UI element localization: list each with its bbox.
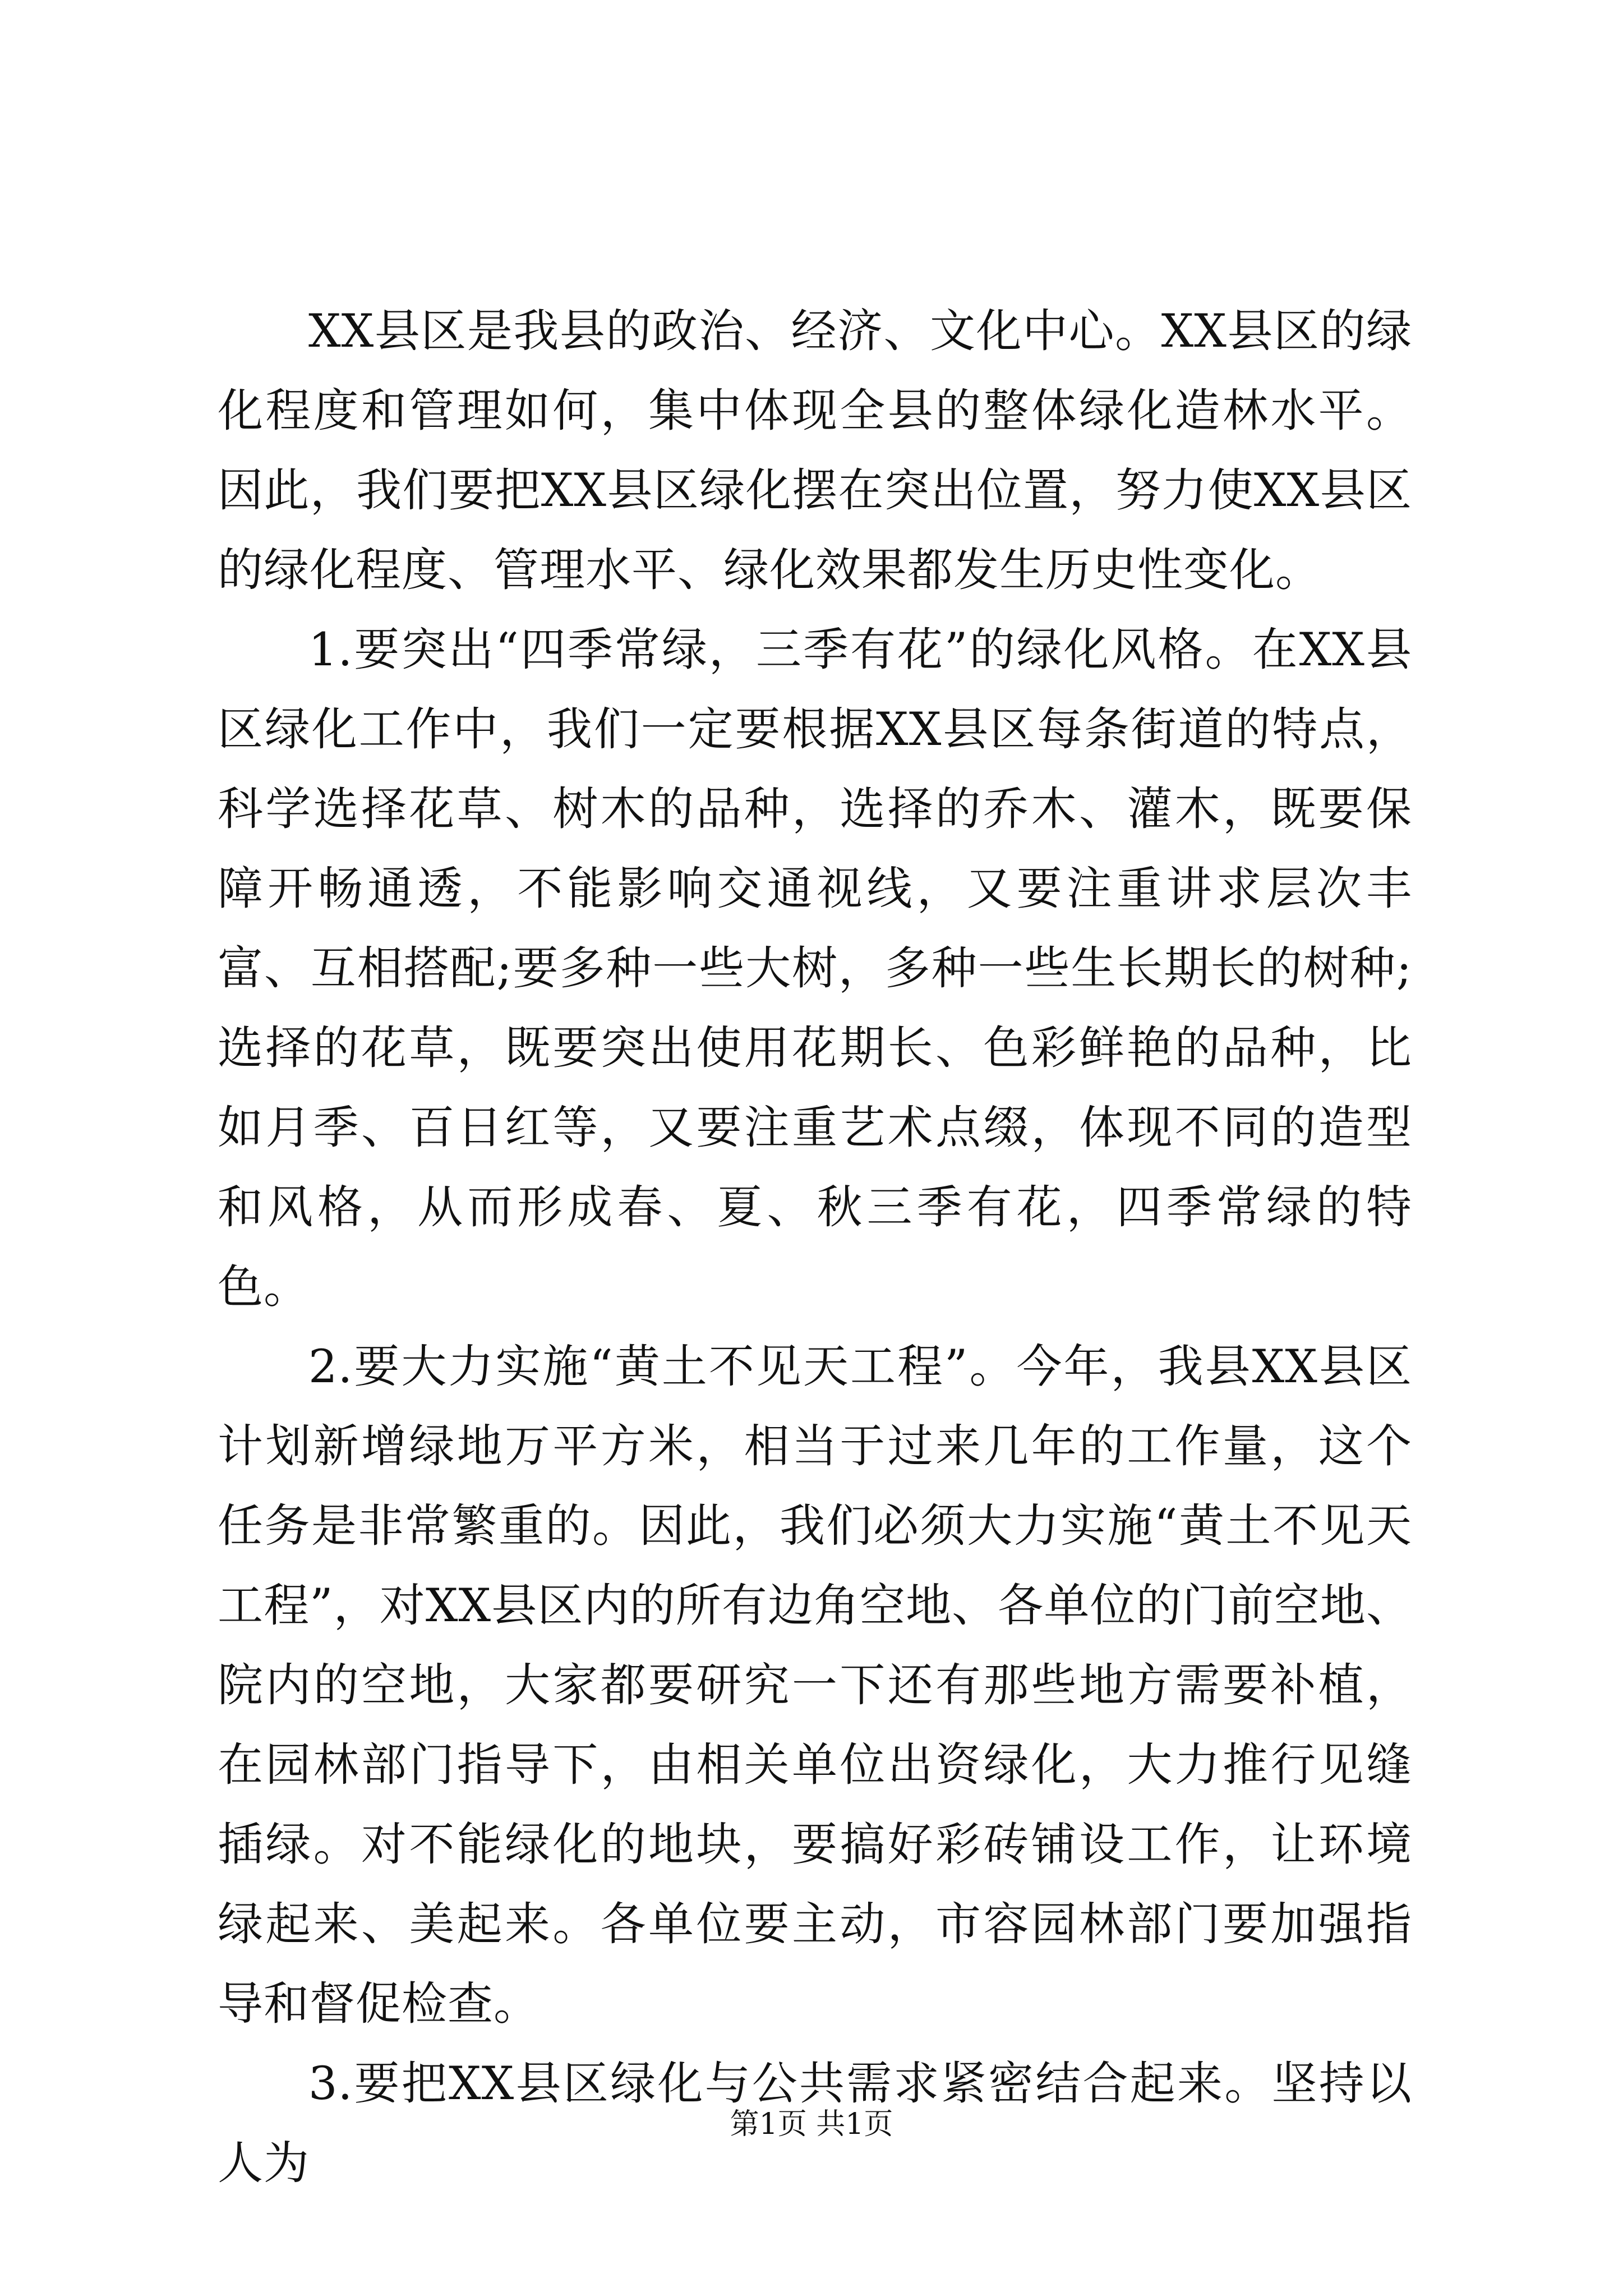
paragraph-point-2: 2.要大力实施“黄土不见天工程”。今年，我县XX县区计划新增绿地万平方米，相当于过来几年的工作量，这个任务是非常繁重的。因此，我们必须大力实施“黄土不见天工程”，对XX县区内的所有边角空地、各单位的门前空地、院内的空地，大家都要研究一下还有那些地方需要补植，在园林部门指导下，由相关单位出资绿化，大力推行见缝插绿。对不能绿化的地块，要搞好彩砖铺设工作，让环境绿起来、美起来。各单位要主动，市容园林部门要加强指导和督促检查。 (218, 1341, 1412, 2031)
paragraph-point-1: 1.要突出“四季常绿，三季有花”的绿化风格。在XX县区绿化工作中，我们一定要根据XX县区每条街道的特点，科学选择花草、树木的品种，选择的乔木、灌木，既要保障开畅通透，不能影响交通视线，又要注重讲求层次丰富、互相搭配;要多种一些大树，多种一些生长期长的树种;选择的花草，既要突出使用花期长、色彩鲜艳的品种，比如月季、百日红等，又要注重艺术点缀，体现不同的造型和风格，从而形成春、夏、秋三季有花，四季常绿的特色。 (218, 624, 1412, 1314)
paragraph-intro: XX县区是我县的政治、经济、文化中心。XX县区的绿化程度和管理如何，集中体现全县的整体绿化造林水平。因此，我们要把XX县区绿化摆在突出位置，努力使XX县区的绿化程度、管理水平、绿化效果都发生历史性变化。 (218, 305, 1412, 597)
document-body (218, 292, 1412, 2203)
paragraph-point-3: 3.要把XX县区绿化与公共需求紧密结合起来。坚持以人为 (218, 2058, 1412, 2190)
page-footer: 第1页 共1页 (730, 2108, 893, 2141)
